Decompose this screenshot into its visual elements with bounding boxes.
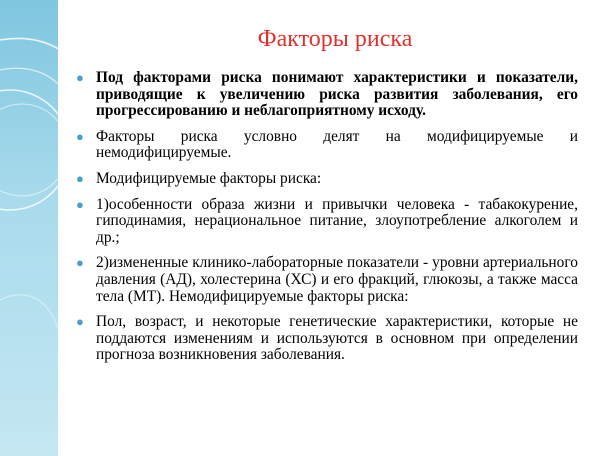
bullet-icon: ● — [76, 170, 84, 186]
bullet-icon: ● — [76, 128, 84, 144]
list-item-classification: ● Факторы риска условно делят на модифицируемые и немодифицируемые. — [76, 127, 578, 162]
bullet-icon: ● — [76, 70, 84, 85]
list-item-non-modifiable: ● Пол, возраст, и некоторые генетические характеристики, которые не поддаются изменениям и используются в основном при определении прогноза возникновения заболевания. — [76, 313, 578, 364]
bullet-icon: ● — [76, 255, 84, 271]
list-item-clinical: ● 2)измененные клинико-лабораторные показатели - уровни артериального давления (АД), холестерина (ХС) и его фракций, глюкозы, а также масса тела (МТ). Немодифицируемые факторы риска: — [76, 254, 578, 305]
content-list — [76, 70, 578, 373]
bullet-icon: ● — [76, 314, 84, 330]
list-item-modifiable-heading: ● Модифицируемые факторы риска: — [76, 169, 322, 187]
list-item-lifestyle: ● 1)особенности образа жизни и привычки человека - табакокурение, гиподинамия, нерациональное питание, злоупотребление алкоголем и др.; — [76, 195, 578, 246]
slide-title: Факторы риска — [257, 26, 413, 52]
bullet-icon: ● — [76, 196, 84, 212]
list-item-definition: ● Под факторами риска понимают характеристики и показатели, приводящие к увеличению риска развития заболевания, его прогрессированию и неблагоприятному исходу. — [76, 69, 578, 120]
